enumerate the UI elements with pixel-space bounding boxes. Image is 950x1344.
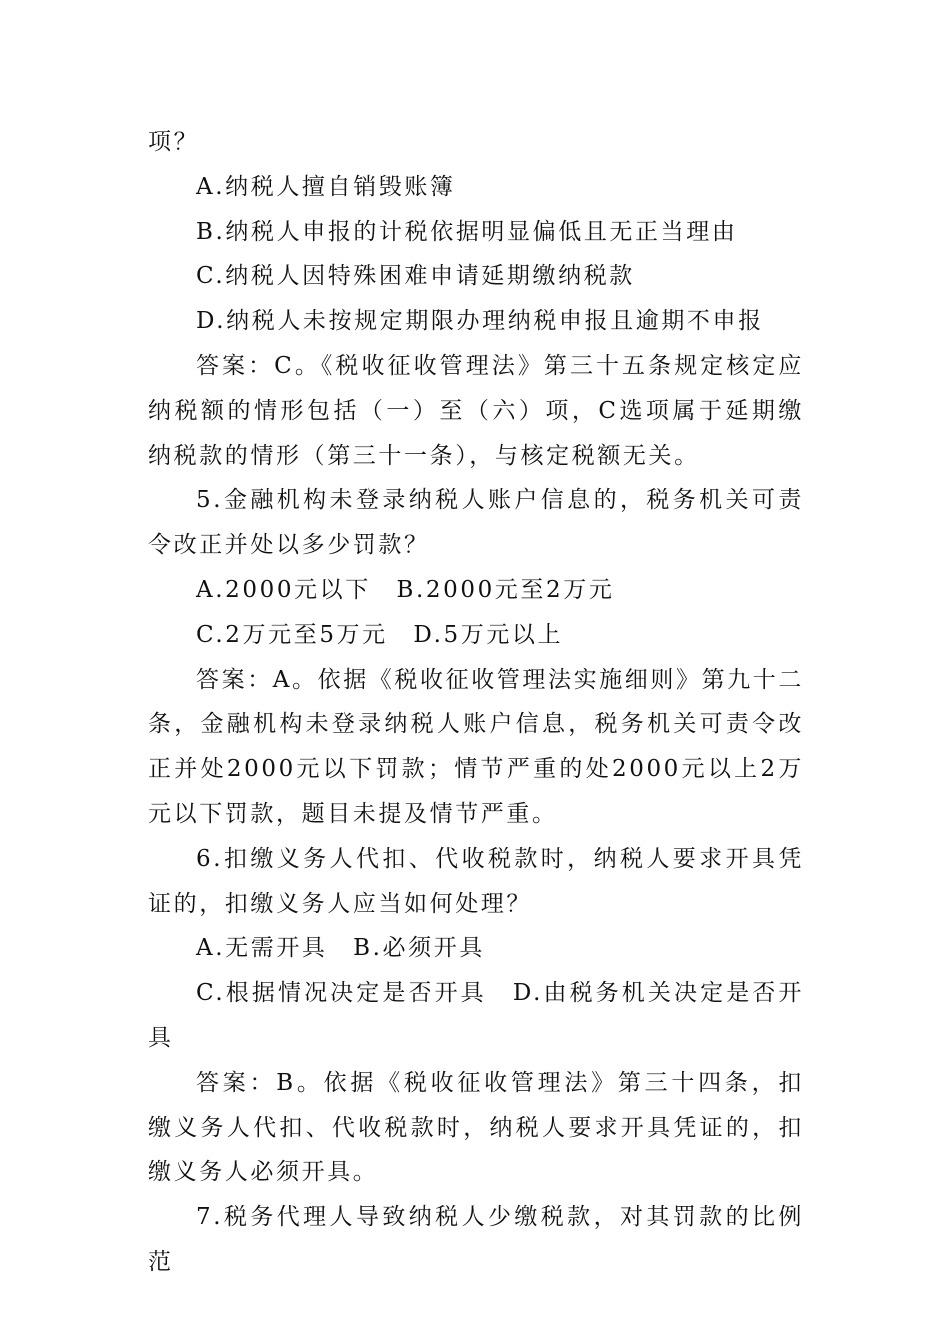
document-body	[148, 120, 804, 1285]
option-a: A.纳税人擅自销毁账簿	[196, 173, 456, 200]
options-5-cd: C.2万元至5万元 D.5万元以上	[196, 621, 564, 648]
option-d: D.纳税人未按规定期限办理纳税申报且逾期不申报	[196, 308, 764, 335]
option-c: C.纳税人因特殊困难申请延期缴纳税款	[196, 263, 635, 290]
options-5-ab: A.2000元以下 B.2000元至2万元	[196, 576, 615, 603]
answer-4: 答案：C。《税收征收管理法》第三十五条规定核定应纳税额的情形包括（一）至（六）项，C选项属于延期缴纳税款的情形（第三十一条），与核定税额无关。	[148, 352, 804, 469]
question-continuation: 项？	[148, 129, 200, 155]
option-b: B.纳税人申报的计税依据明显偏低且无正当理由	[196, 218, 738, 245]
answer-5: 答案：A。依据《税收征收管理法实施细则》第九十二条，金融机构未登录纳税人账户信息，税务机关可责令改正并处2000元以下罚款；情节严重的处2000元以上2万元以下罚款，题目未提及情节严重。	[148, 666, 805, 827]
answer-6: 答案：B。依据《税收征收管理法》第三十四条，扣缴义务人代扣、代收税款时，纳税人要求开具凭证的，扣缴义务人必须开具。	[148, 1069, 804, 1186]
question-6: 6.扣缴义务人代扣、代收税款时，纳税人要求开具凭证的，扣缴义务人应当如何处理？	[148, 845, 804, 917]
options-6-cd: C.根据情况决定是否开具 D.由税务机关决定是否开具	[148, 980, 804, 1051]
question-5: 5.金融机构未登录纳税人账户信息的，税务机关可责令改正并处以多少罚款？	[148, 487, 804, 559]
options-6-ab: A.无需开具 B.必须开具	[196, 935, 485, 962]
question-7: 7.税务代理人导致纳税人少缴税款，对其罚款的比例范	[148, 1204, 804, 1275]
